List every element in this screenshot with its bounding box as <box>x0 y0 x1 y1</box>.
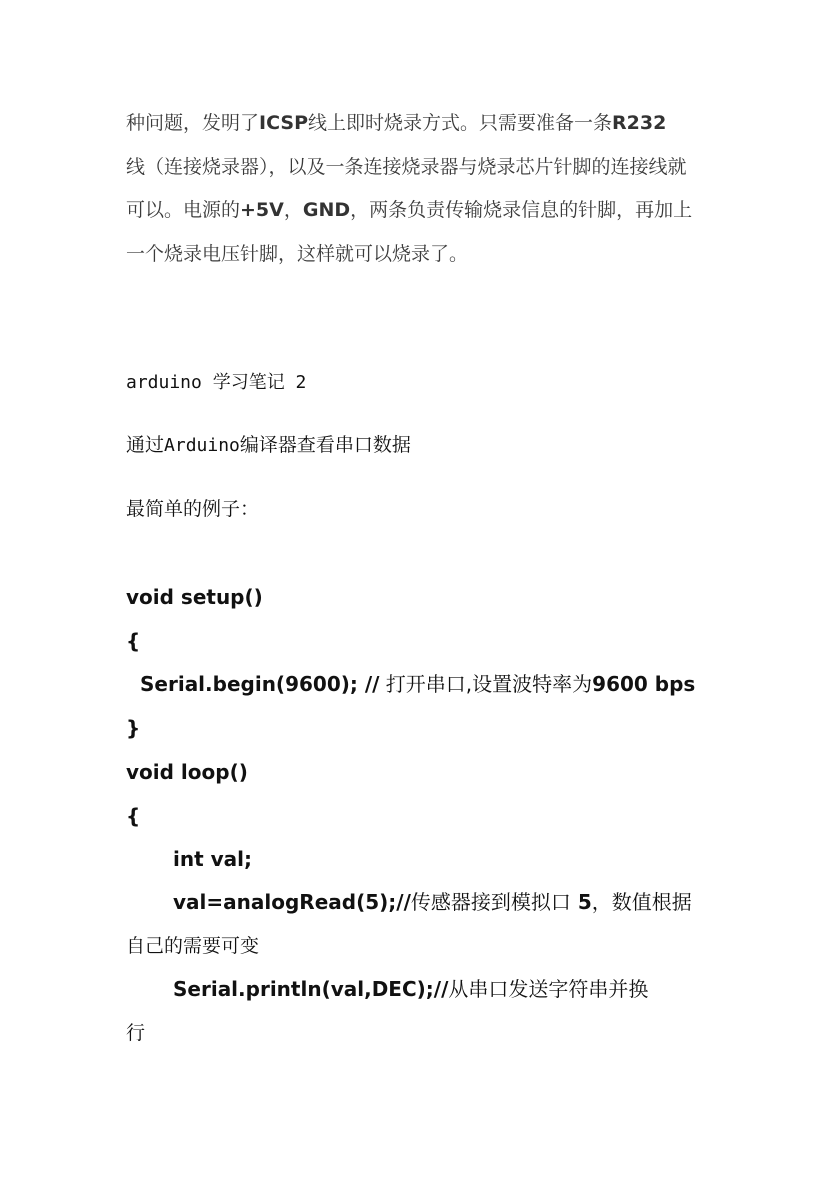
subtitle <box>126 433 411 458</box>
intro-term-icsp: ICSP <box>259 112 308 134</box>
code-text: val=analogRead(5);// <box>173 890 411 914</box>
code-comment-wrap: 自己的需要可变 <box>126 935 260 957</box>
intro-text: ，两条负责传输烧录信息的针脚，再加上 <box>350 199 693 221</box>
code-int-val: int val; <box>173 847 253 871</box>
code-comment: 传感器接到模拟口 <box>410 890 571 914</box>
intro-text: 可以。电源的 <box>126 199 241 221</box>
code-brace-open: { <box>126 629 141 653</box>
code-comment-port: 5 <box>570 890 592 914</box>
code-analog-read <box>173 890 692 914</box>
intro-line-3 <box>126 198 692 222</box>
code-comment-wrap: 行 <box>126 1022 146 1044</box>
intro-line-4: 一个烧录电压针脚，这样就可以烧录了。 <box>126 243 469 265</box>
intro-line-2: 线（连接烧录器），以及一条连接烧录器与烧录芯片针脚的连接线就 <box>126 156 687 178</box>
code-brace-open: { <box>126 804 141 828</box>
code-brace-close: } <box>126 716 141 740</box>
subtitle-arduino: Arduino <box>164 435 240 456</box>
intro-line-1 <box>126 111 666 135</box>
intro-term-gnd: GND <box>302 199 351 221</box>
code-loop-signature: void loop() <box>126 760 248 784</box>
code-serial-begin <box>140 672 695 696</box>
subtitle-text: 通过 <box>126 434 165 456</box>
code-comment-baud: 9600 bps <box>592 672 696 696</box>
intro-term-r232: R232 <box>612 112 667 134</box>
code-setup-signature: void setup() <box>126 585 263 609</box>
intro-term-5v: +5V <box>240 199 284 221</box>
intro-text: 种问题，发明了 <box>126 112 260 134</box>
intro-text: ， <box>283 199 303 221</box>
subtitle-text: 编译器查看串口数据 <box>239 434 411 456</box>
code-text: Serial.println(val,DEC);// <box>173 977 449 1001</box>
code-comment: 从串口发送字符串并换 <box>448 977 649 1001</box>
code-comment: ，数值根据 <box>591 890 692 914</box>
code-comment: 打开串口,设置波特率为 <box>379 672 593 696</box>
intro-text: 线上即时烧录方式。只需要准备一条 <box>308 112 613 134</box>
code-println <box>173 977 648 1001</box>
note-title: arduino 学习笔记 2 <box>126 372 307 393</box>
code-text: Serial.begin(9600); // <box>140 672 380 696</box>
example-label: 最简单的例子： <box>126 498 260 520</box>
